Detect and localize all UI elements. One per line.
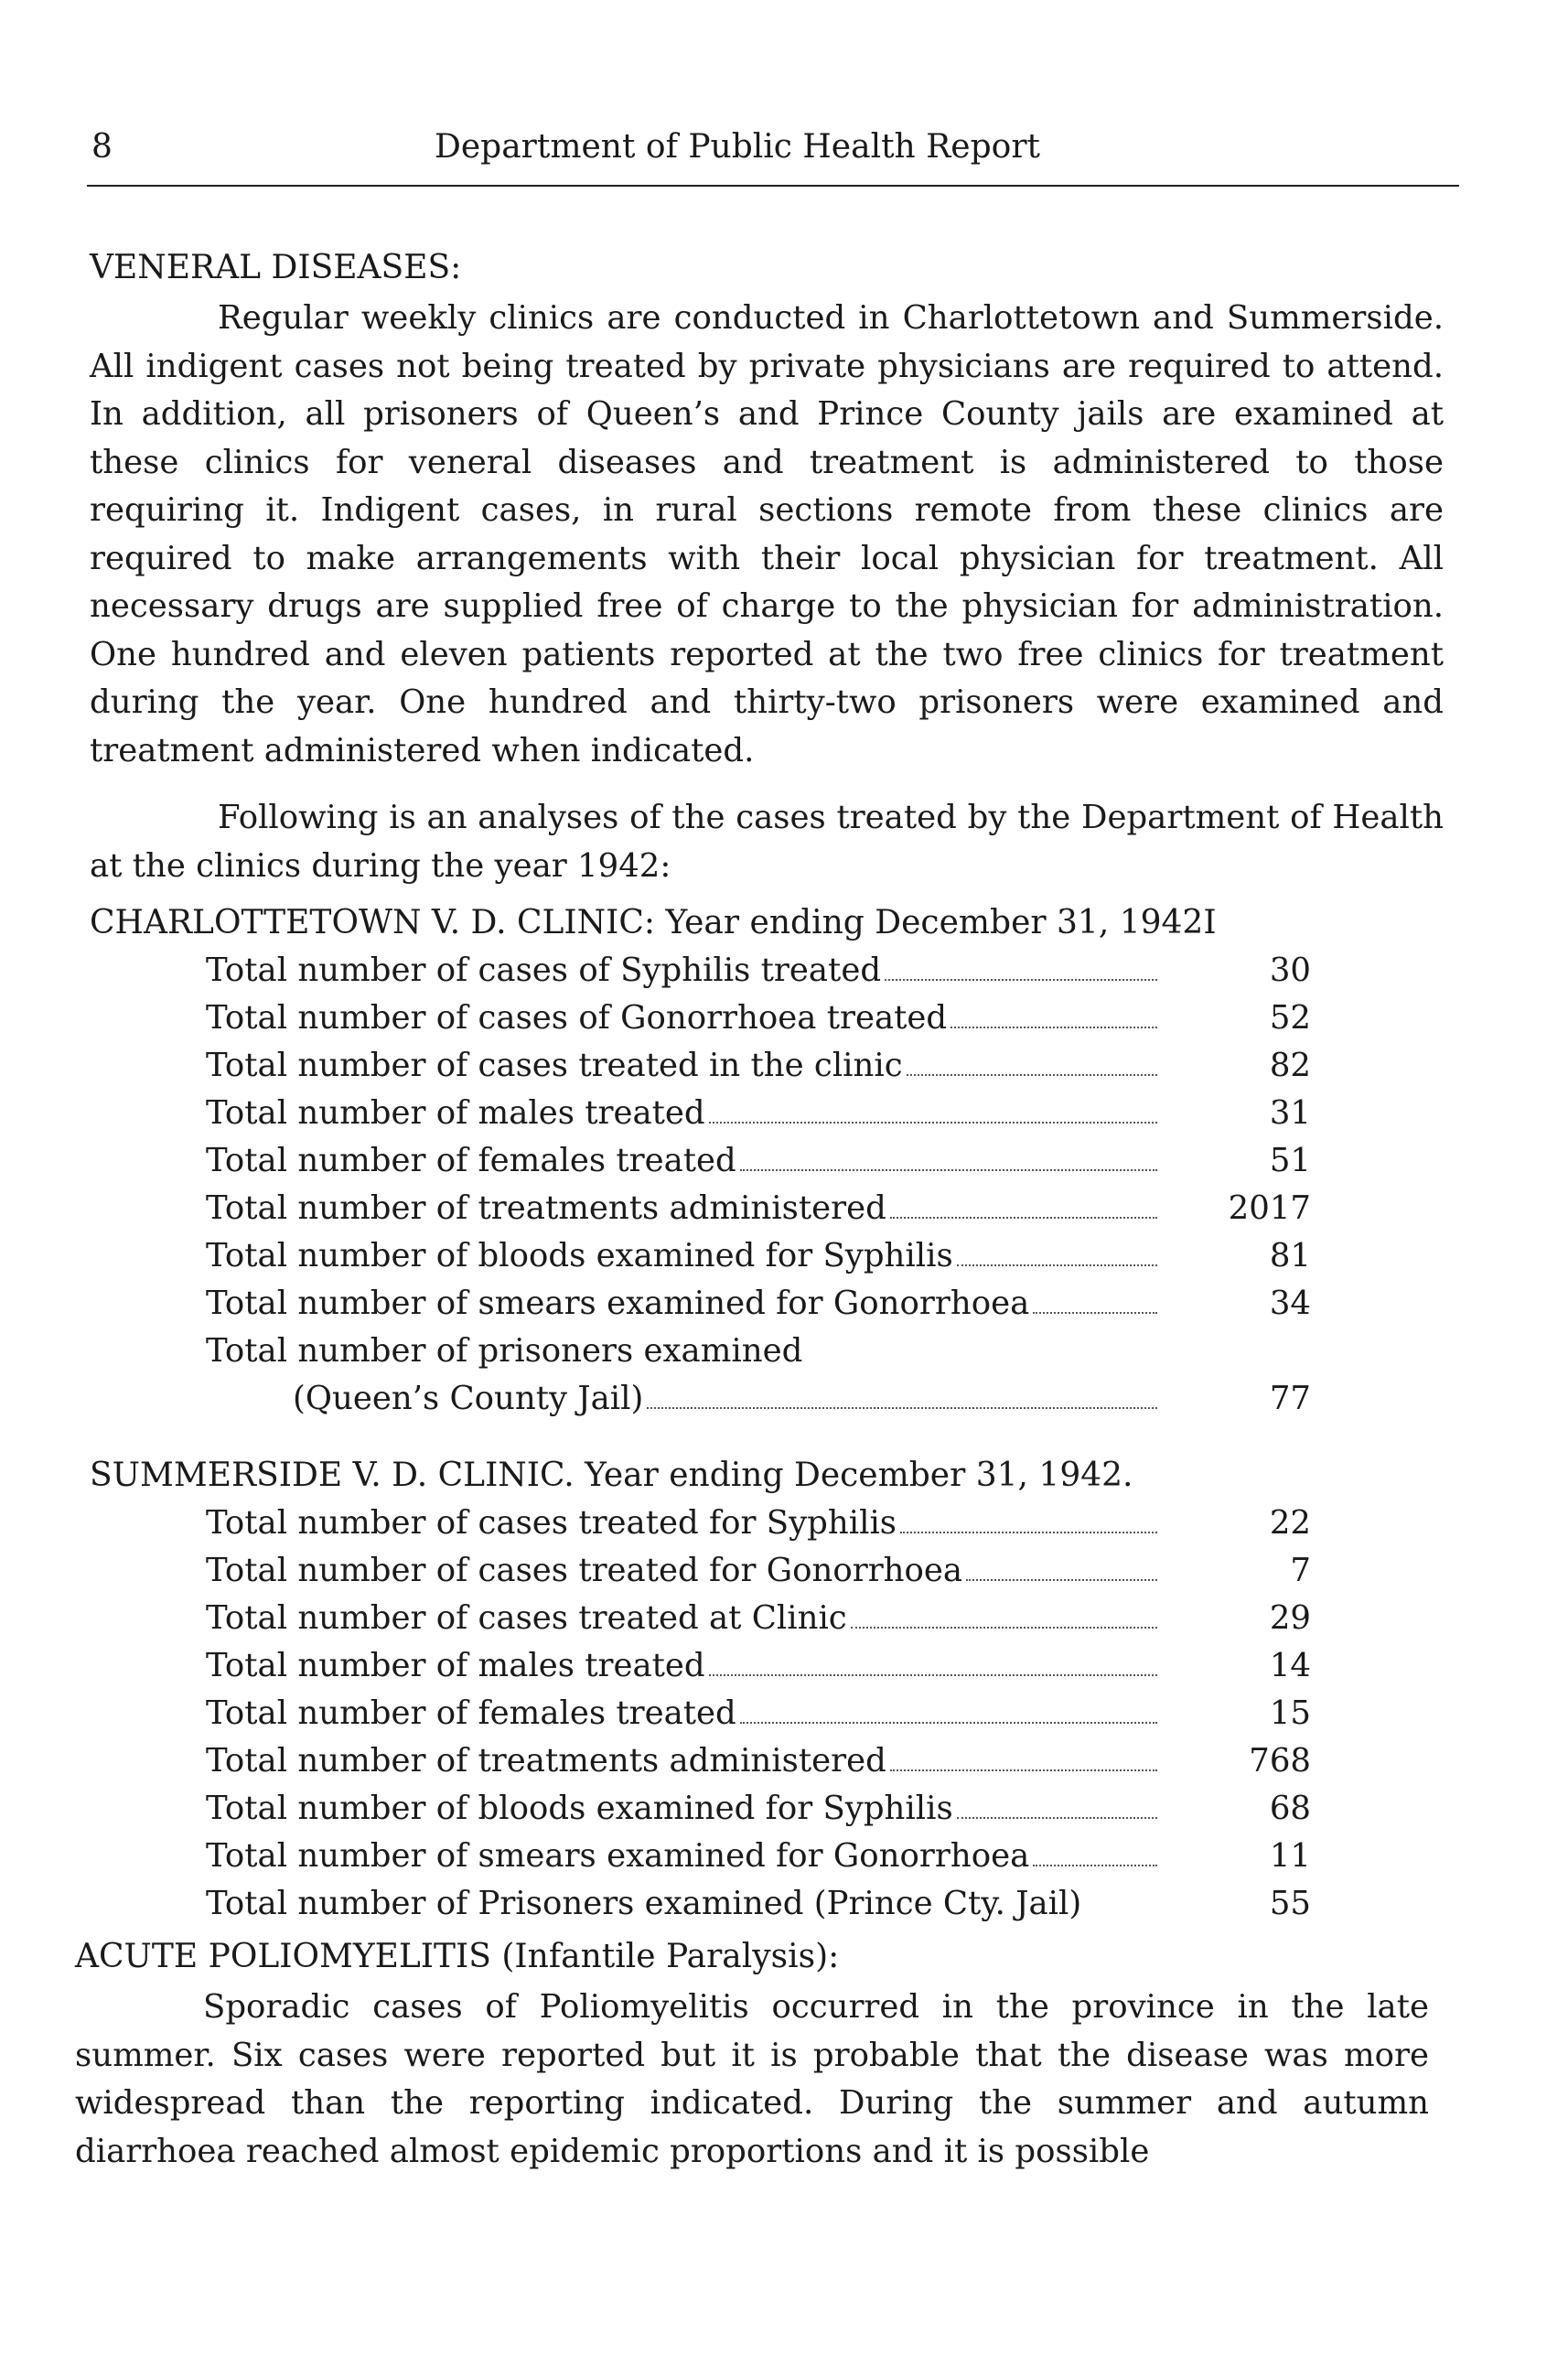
stat-value: 55 <box>1269 1885 1311 1922</box>
stat-row <box>206 1047 1322 1094</box>
venereal-paragraph <box>90 295 1444 775</box>
running-title: Department of Public Health Report <box>435 128 1040 166</box>
stat-row <box>206 1647 1322 1694</box>
stat-label: Total number of females treated <box>206 1694 736 1732</box>
page-header <box>87 128 1459 183</box>
stat-row <box>206 1142 1322 1189</box>
stat-value: 2017 <box>1228 1189 1311 1227</box>
stat-value: 7 <box>1290 1552 1311 1589</box>
stat-label: Total number of bloods examined for Syphilis <box>206 1790 953 1827</box>
stat-value: 15 <box>1269 1694 1311 1732</box>
stat-row <box>206 1742 1322 1790</box>
stat-label: Total number of cases treated in the clinic <box>206 1047 903 1084</box>
charlottetown-stats <box>206 952 1322 1427</box>
stat-row <box>206 999 1322 1047</box>
venereal-paragraph-text: Regular weekly clinics are conducted in Charlottetown and Summerside. All indigent cases not being treated by private physicians are required to attend. In addition, all prisoners of Queen’s and Prince County jails are examined at these clinics for veneral diseases and treatment is administered to those requiring it. Indigent cases, in rural sections remote from these clinics are required to make arrangements with their local physician for treatment. All necessary drugs are supplied free of charge to the physician for administration. One hundred and eleven patients reported at the two free clinics for treatment during the year. One hundred and thirty-two prisoners were examined and treatment administered when indicated. <box>90 299 1444 769</box>
stat-row <box>206 1790 1322 1837</box>
dot-leader <box>1033 1312 1157 1314</box>
dot-leader <box>709 1674 1157 1676</box>
stat-label: Total number of treatments administered <box>206 1742 886 1780</box>
stat-row <box>206 1837 1322 1885</box>
dot-leader <box>950 1027 1157 1028</box>
dot-leader <box>647 1407 1157 1409</box>
stat-value: 34 <box>1269 1285 1311 1322</box>
polio-paragraph <box>75 1984 1429 2176</box>
stat-value: 29 <box>1269 1599 1311 1637</box>
dot-leader <box>851 1627 1157 1629</box>
dot-leader <box>709 1122 1157 1124</box>
stat-label: Total number of cases of Syphilis treated <box>206 952 882 989</box>
stat-label: Total number of treatments administered <box>206 1189 886 1227</box>
summerside-heading: SUMMERSIDE V. D. CLINIC. Year ending December 31, 1942. <box>90 1457 1133 1494</box>
stat-row <box>206 1285 1322 1332</box>
stat-label: Total number of cases treated for Gonorrhoea <box>206 1552 963 1589</box>
stat-value: 11 <box>1269 1837 1311 1875</box>
dot-leader <box>740 1722 1157 1724</box>
stat-label: Total number of prisoners examined <box>206 1332 803 1370</box>
dot-leader <box>907 1074 1157 1076</box>
dot-leader <box>890 1769 1157 1771</box>
dot-leader <box>885 979 1157 981</box>
stat-row <box>206 1094 1322 1142</box>
polio-paragraph-text: Sporadic cases of Poliomyelitis occurred in the province in the late summer. Six cases were reported but it is probable that the disease was more widespread than the reporting indicated. During the summer and autumn diarrhoea reached almost epidemic proportions and it is possible <box>75 1988 1429 2170</box>
charlottetown-heading: CHARLOTTETOWN V. D. CLINIC: Year ending December 31, 1942I <box>90 904 1217 941</box>
stat-label: (Queen’s County Jail) <box>293 1380 644 1417</box>
stat-value: 68 <box>1269 1790 1311 1827</box>
stat-value: 31 <box>1269 1094 1311 1132</box>
stat-label: Total number of smears examined for Gonorrhoea <box>206 1837 1030 1875</box>
stat-value: 30 <box>1269 952 1311 989</box>
dot-leader <box>957 1817 1157 1819</box>
stat-value: 14 <box>1269 1647 1311 1684</box>
stat-value: 82 <box>1269 1047 1311 1084</box>
stat-row <box>206 952 1322 999</box>
dot-leader <box>900 1532 1157 1533</box>
polio-heading: ACUTE POLIOMYELITIS (Infantile Paralysis): <box>75 1938 840 1975</box>
stat-row <box>206 1237 1322 1285</box>
stat-row <box>206 1332 1322 1380</box>
dot-leader <box>740 1169 1157 1171</box>
stat-label: Total number of females treated <box>206 1142 736 1179</box>
stat-label: Total number of cases treated for Syphilis <box>206 1504 897 1542</box>
stat-label: Total number of Prisoners examined (Prince Cty. Jail) <box>206 1885 1082 1922</box>
analysis-intro <box>90 794 1444 890</box>
stat-label: Total number of males treated <box>206 1094 705 1132</box>
stat-label: Total number of smears examined for Gonorrhoea <box>206 1285 1030 1322</box>
stat-value: 22 <box>1269 1504 1311 1542</box>
stat-row <box>206 1552 1322 1599</box>
stat-row <box>206 1599 1322 1647</box>
analysis-intro-text: Following is an analyses of the cases treated by the Department of Health at the clinics during the year 1942: <box>90 799 1444 885</box>
stat-label: Total number of cases treated at Clinic <box>206 1599 847 1637</box>
stat-row <box>206 1694 1322 1742</box>
summerside-stats <box>206 1504 1322 1932</box>
stat-label: Total number of bloods examined for Syphilis <box>206 1237 953 1274</box>
dot-leader <box>1033 1865 1157 1866</box>
page-number: 8 <box>91 128 113 166</box>
stat-label: Total number of cases of Gonorrhoea treated <box>206 999 948 1037</box>
stat-row <box>206 1189 1322 1237</box>
dot-leader <box>957 1264 1157 1266</box>
stat-value: 77 <box>1269 1380 1311 1417</box>
venereal-heading: VENERAL DISEASES: <box>90 249 462 286</box>
stat-value: 768 <box>1249 1742 1311 1780</box>
stat-row <box>206 1504 1322 1552</box>
header-rule <box>87 185 1459 187</box>
stat-row <box>206 1380 1322 1427</box>
stat-label: Total number of males treated <box>206 1647 705 1684</box>
stat-value: 51 <box>1269 1142 1311 1179</box>
dot-leader <box>890 1217 1157 1219</box>
dot-leader <box>966 1579 1157 1581</box>
stat-row <box>206 1885 1322 1932</box>
stat-value: 81 <box>1269 1237 1311 1274</box>
stat-value: 52 <box>1269 999 1311 1037</box>
